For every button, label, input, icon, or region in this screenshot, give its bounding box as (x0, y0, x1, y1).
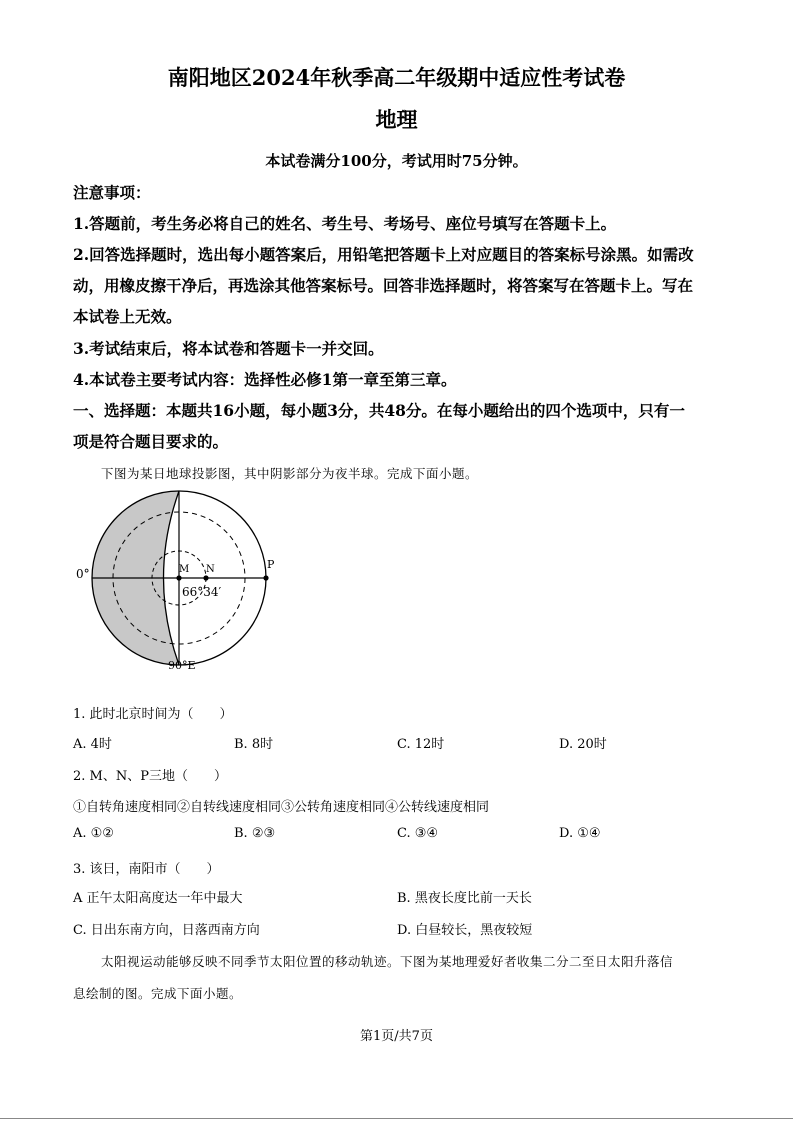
q1-stem: 1. 此时北京时间为（ ） (73, 707, 233, 722)
point-n (203, 575, 208, 580)
earth-projection-figure (70, 488, 290, 678)
section-heading-line-2: 项是符合题目要求的。 (73, 432, 229, 451)
instruction-item-2-line-3: 本试卷上无效。 (73, 307, 182, 326)
passage-1: 下图为某日地球投影图，其中阴影部分为夜半球。完成下面小题。 (101, 466, 479, 481)
exam-title: 南阳地区2024年秋季高二年级期中适应性考试卷 (167, 65, 626, 90)
subject-title: 地理 (375, 107, 418, 132)
instructions-heading: 注意事项： (73, 183, 151, 202)
q3-option-b[interactable]: B. 黑夜长度比前一天长 (397, 891, 532, 906)
point-p (263, 575, 268, 580)
label-p: P (267, 558, 275, 571)
exam-note: 本试卷满分100分，考试用时75分钟。 (265, 152, 528, 170)
q3-stem: 3. 该日，南阳市（ ） (73, 862, 220, 877)
q1-option-d[interactable]: D. 20时 (559, 737, 607, 752)
passage-2-line-2: 息绘制的图。完成下面小题。 (73, 986, 243, 1001)
label-90e: 90°E (168, 659, 196, 672)
label-0-degree: 0° (76, 567, 90, 581)
instruction-item-2-line-2: 动，用橡皮擦干净后，再选涂其他答案标号。回答非选择题时，将答案写在答题卡上。写在 (73, 276, 694, 295)
page-footer: 第1页/共7页 (360, 1029, 433, 1044)
label-latitude: 66°34′ (182, 585, 222, 599)
q1-option-a[interactable]: A. 4时 (73, 737, 112, 752)
q1-option-c[interactable]: C. 12时 (397, 737, 445, 752)
instruction-item-3: 3.考试结束后，将本试卷和答题卡一并交回。 (73, 339, 384, 358)
point-m (176, 575, 181, 580)
q3-option-d[interactable]: D. 白昼较长，黑夜较短 (397, 923, 533, 938)
q2-statements: ①自转角速度相同②自转线速度相同③公转角速度相同④公转线速度相同 (73, 800, 490, 815)
q2-option-b[interactable]: B. ②③ (234, 826, 276, 841)
passage-2-line-1: 太阳视运动能够反映不同季节太阳位置的移动轨迹。下图为某地理爱好者收集二分二至日太阳升落信 (101, 954, 674, 969)
page-bottom-divider (0, 1118, 793, 1119)
q2-option-d[interactable]: D. ①④ (559, 826, 601, 841)
q2-option-a[interactable]: A. ①② (73, 826, 114, 841)
q1-option-b[interactable]: B. 8时 (234, 737, 274, 752)
q2-stem: 2. M、N、P三地（ ） (73, 769, 227, 784)
q3-option-a[interactable]: A 正午太阳高度达一年中最大 (73, 891, 243, 906)
instruction-item-1: 1.答题前，考生务必将自己的姓名、考生号、考场号、座位号填写在答题卡上。 (73, 214, 617, 233)
section-heading-line-1: 一、选择题：本题共16小题，每小题3分，共48分。在每小题给出的四个选项中，只有一 (73, 401, 685, 420)
instruction-item-2-line-1: 2.回答选择题时，选出每小题答案后，用铅笔把答题卡上对应题目的答案标号涂黑。如需改 (73, 245, 694, 264)
q2-option-c[interactable]: C. ③④ (397, 826, 439, 841)
label-m: M (179, 564, 190, 575)
label-n: N (206, 564, 215, 575)
q3-option-c[interactable]: C. 日出东南方向，日落西南方向 (73, 923, 260, 938)
instruction-item-4: 4.本试卷主要考试内容：选择性必修1第一章至第三章。 (73, 370, 457, 389)
